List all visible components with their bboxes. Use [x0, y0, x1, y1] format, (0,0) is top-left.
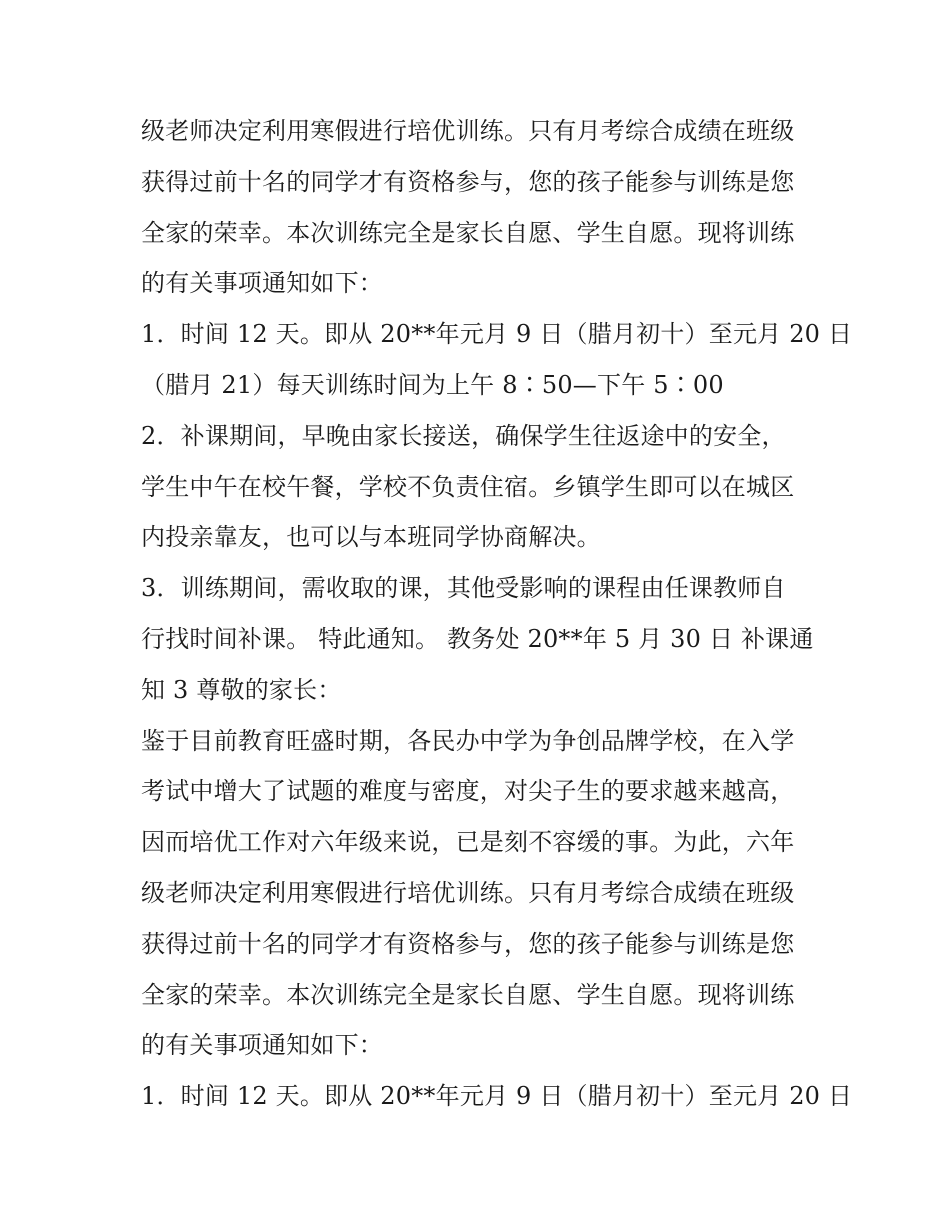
- text-line: 级老师决定利用寒假进行培优训练。只有月考综合成绩在班级: [141, 117, 795, 145]
- text-line: 的有关事项通知如下：: [141, 269, 383, 298]
- text-line: 获得过前十名的同学才有资格参与，您的孩子能参与训练是您: [141, 167, 795, 196]
- text-line: 1．时间 12 天。即从 20**年元月 9 日（腊月初十）至元月 20 日: [141, 1082, 853, 1111]
- text-line: 1．时间 12 天。即从 20**年元月 9 日（腊月初十）至元月 20 日: [141, 320, 853, 349]
- text-line: 全家的荣幸。本次训练完全是家长自愿、学生自愿。现将训练: [141, 980, 795, 1009]
- text-line: 全家的荣幸。本次训练完全是家长自愿、学生自愿。现将训练: [141, 218, 795, 247]
- text-line: 知 3 尊敬的家长：: [141, 675, 342, 704]
- text-line: 学生中午在校午餐，学校不负责住宿。乡镇学生即可以在城区: [141, 472, 795, 501]
- text-line: 鉴于目前教育旺盛时期，各民办中学为争创品牌学校，在入学: [141, 726, 795, 755]
- text-line: 内投亲靠友，也可以与本班同学协商解决。: [141, 523, 601, 552]
- text-line: 的有关事项通知如下：: [141, 1031, 383, 1060]
- text-line: 2．补课期间，早晚由家长接送，确保学生往返途中的安全，: [141, 421, 786, 450]
- text-line: （腊月 21）每天训练时间为上午 8∶50—下午 5∶00: [141, 370, 724, 399]
- text-line: 3．训练期间，需收取的课，其他受影响的课程由任课教师自: [141, 574, 786, 603]
- text-line: 因而培优工作对六年级来说，已是刻不容缓的事。为此，六年: [141, 828, 795, 857]
- text-line: 考试中增大了试题的难度与密度，对尖子生的要求越来越高，: [141, 777, 795, 806]
- text-line: 级老师决定利用寒假进行培优训练。只有月考综合成绩在班级: [141, 878, 795, 907]
- text-line: 行找时间补课。 特此通知。 教务处 20**年 5 月 30 日 补课通: [141, 624, 814, 653]
- text-line: 获得过前十名的同学才有资格参与，您的孩子能参与训练是您: [141, 929, 795, 958]
- notice-body: [141, 106, 853, 1122]
